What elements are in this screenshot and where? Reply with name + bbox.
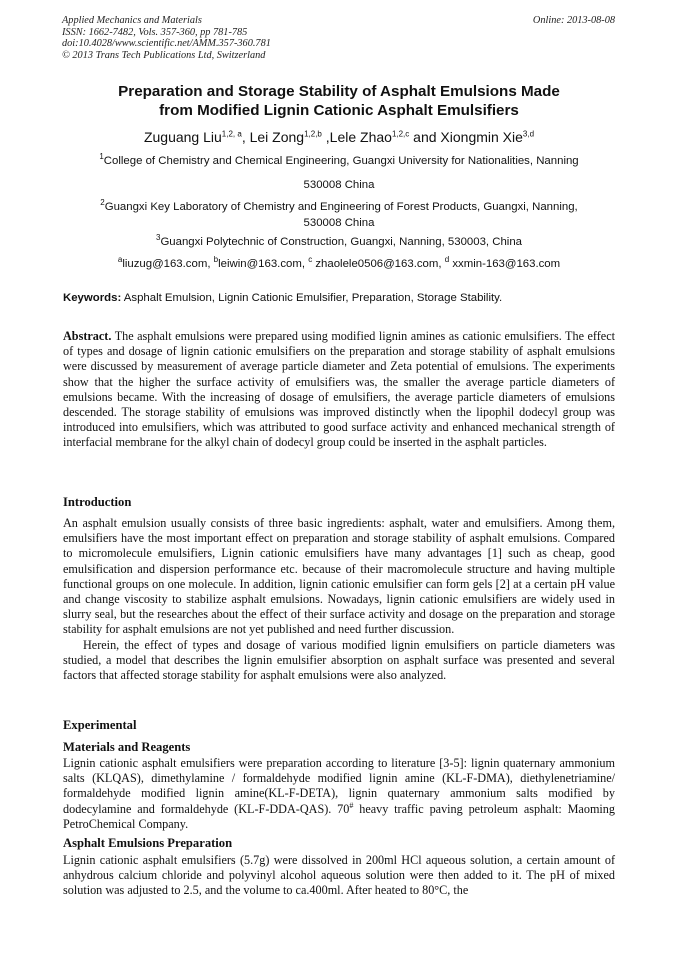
affiliation-text: Guangxi Polytechnic of Construction, Guangxi, Nanning, 530003, China xyxy=(160,236,522,248)
author-list xyxy=(40,128,638,146)
author-name: Lele Zhao xyxy=(329,129,392,145)
issn-line: ISSN: 1662-7482, Vols. 357-360, pp 781-785 xyxy=(62,26,248,38)
materials-text: Lignin cationic asphalt emulsifiers were preparation according to literature [3-5]: lignin quaternary ammonium salts (KLQAS), dimethylamine / formaldehyde modified lignin amine (KL-F-DMA), diethylenetriamine/ formaldehyde modified lignin amine(KL-F-DETA), lignin quaternary ammonium salts modified by dodecylamine and formaldehyde (KL-F-DDA-QAS). 70 xyxy=(63,756,615,816)
online-date: Online: 2013-08-08 xyxy=(532,15,615,26)
email-address[interactable]: xxmin-163@163.com xyxy=(449,258,561,270)
email-sup: b xyxy=(213,255,219,265)
email-sup: c xyxy=(308,255,313,265)
affiliation-text: 530008 China xyxy=(303,178,375,191)
author-name: Xiongmin Xie xyxy=(440,129,523,145)
email-list xyxy=(40,255,638,270)
author-name: Zuguang Liu xyxy=(143,129,222,145)
prep-text: Lignin cationic asphalt emulsifiers (5.7g) were dissolved in 200ml HCl aqueous solution, a certain amount of anhydrous calcium chloride and polyvinyl alcohol aqueous solution were then added to it. The pH of mixed solution was adjusted to 2.5, and the volume to ca.400ml. After heated to 80°C, the xyxy=(63,853,615,898)
email-address[interactable]: zhaolele0506@163.com, xyxy=(312,258,445,270)
author-affiliation-sup: 3,d xyxy=(522,129,535,139)
author-name: Lei Zong xyxy=(249,129,305,145)
introduction-heading: Introduction xyxy=(63,495,132,509)
author-affiliation-sup: 1,2, a xyxy=(221,129,242,139)
author-affiliation-sup: 1,2,b xyxy=(304,129,322,139)
abstract-label: Abstract. xyxy=(63,329,112,343)
introduction-body xyxy=(63,516,615,683)
affiliation-text: 530008 China xyxy=(303,216,375,229)
intro-paragraph-2: Herein, the effect of types and dosage of various modified lignin emulsifiers on particle diameters was studied, a model that describes the lignin emulsifier absorption on asphalt surface was presented and several factors that affected storage stability for asphalt emulsions were also analyzed. xyxy=(63,637,615,683)
journal-header xyxy=(62,15,271,61)
prep-heading: Asphalt Emulsions Preparation xyxy=(63,836,233,850)
prep-body xyxy=(63,853,615,899)
email-sup: a xyxy=(117,255,123,265)
abstract-text: The asphalt emulsions were prepared using modified lignin amines as cationic emulsifiers. The effect of types and dosage of lignin cationic emulsifiers on the preparation and storage stability of asphalt emulsions were discussed by measurement of average particle diameter and Zeta potential of emulsions. The experiments show that the higher the surface activity of emulsifiers was, the smaller the average particle diameters of emulsions became. With the increasing of dosage of emulsifiers, the average particle diameters of emulsions descended. The storage stability of emulsions was improved distinctly when the lipophil dodecyl group was introduced into emulsifiers, which was attributed to good surface activity and enhanced mechanical strength of interfacial membrane for the alkyl chain of dodecyl group could be inserted in the asphalt particles. xyxy=(63,329,615,450)
intro-paragraph-1: An asphalt emulsion usually consists of three basic ingredients: asphalt, water and emulsifiers. Among them, emulsifiers have the most important effect on preparation and storage stability of asphalt emulsions. Compared to micromolecule emulsifiers, Lignin cationic emulsifiers have many advantages [1] such as cheap, good emulsification and dispersion performance etc. because of their macromolecule structure and having multiple functional groups on one molecule. In addition, lignin cationic emulsifier can form gels [2] at a certain pH value and change viscosity to stabilize asphalt emulsions. Nowadays, lignin cationic emulsifiers are widely used in slurry seal, but the researches about the effect of their surface activity and dosage on the preparation and storage stability for asphalt emulsions are not yet published and need further discussion. xyxy=(63,516,615,637)
email-address[interactable]: leiwin@163.com, xyxy=(218,258,309,270)
materials-heading: Materials and Reagents xyxy=(63,740,191,754)
experimental-heading: Experimental xyxy=(63,718,137,732)
affiliation-1 xyxy=(40,154,638,193)
affiliation-3 xyxy=(40,235,638,251)
paper-title xyxy=(40,82,638,120)
affiliation-sup: 3 xyxy=(155,233,161,243)
abstract xyxy=(63,329,615,451)
affiliation-2 xyxy=(40,200,638,231)
affiliation-text: Guangxi Key Laboratory of Chemistry and Engineering of Forest Products, Guangxi, Nanning, xyxy=(104,201,578,213)
title-line-2: from Modified Lignin Cationic Asphalt Emulsifiers xyxy=(159,102,519,119)
title-line-1: Preparation and Storage Stability of Asphalt Emulsions Made xyxy=(118,83,560,100)
keywords-label: Keywords: xyxy=(63,292,122,304)
copyright-line: © 2013 Trans Tech Publications Ltd, Switzerland xyxy=(62,49,266,61)
keywords xyxy=(63,292,615,304)
author-separator: , xyxy=(241,129,250,145)
materials-sup: # xyxy=(349,800,354,810)
affiliation-sup: 2 xyxy=(100,198,105,208)
materials-body xyxy=(63,756,615,832)
affiliation-text: College of Chemistry and Chemical Engineering, Guangxi University for Nationalities, Nanning xyxy=(103,155,579,167)
email-address[interactable]: liuzug@163.com, xyxy=(122,258,214,270)
author-separator: and xyxy=(409,129,441,145)
affiliation-sup: 1 xyxy=(99,152,104,162)
keywords-text: Asphalt Emulsion, Lignin Cationic Emulsifier, Preparation, Storage Stability. xyxy=(121,292,503,304)
journal-name: Applied Mechanics and Materials xyxy=(62,15,202,26)
email-sup: d xyxy=(444,255,450,265)
author-affiliation-sup: 1,2,c xyxy=(391,129,410,139)
doi-line[interactable]: doi:10.4028/www.scientific.net/AMM.357-360.781 xyxy=(62,38,271,50)
materials-tail: heavy traffic paving petroleum asphalt: Maoming PetroChemical Company. xyxy=(63,801,615,831)
author-separator: , xyxy=(321,129,330,145)
